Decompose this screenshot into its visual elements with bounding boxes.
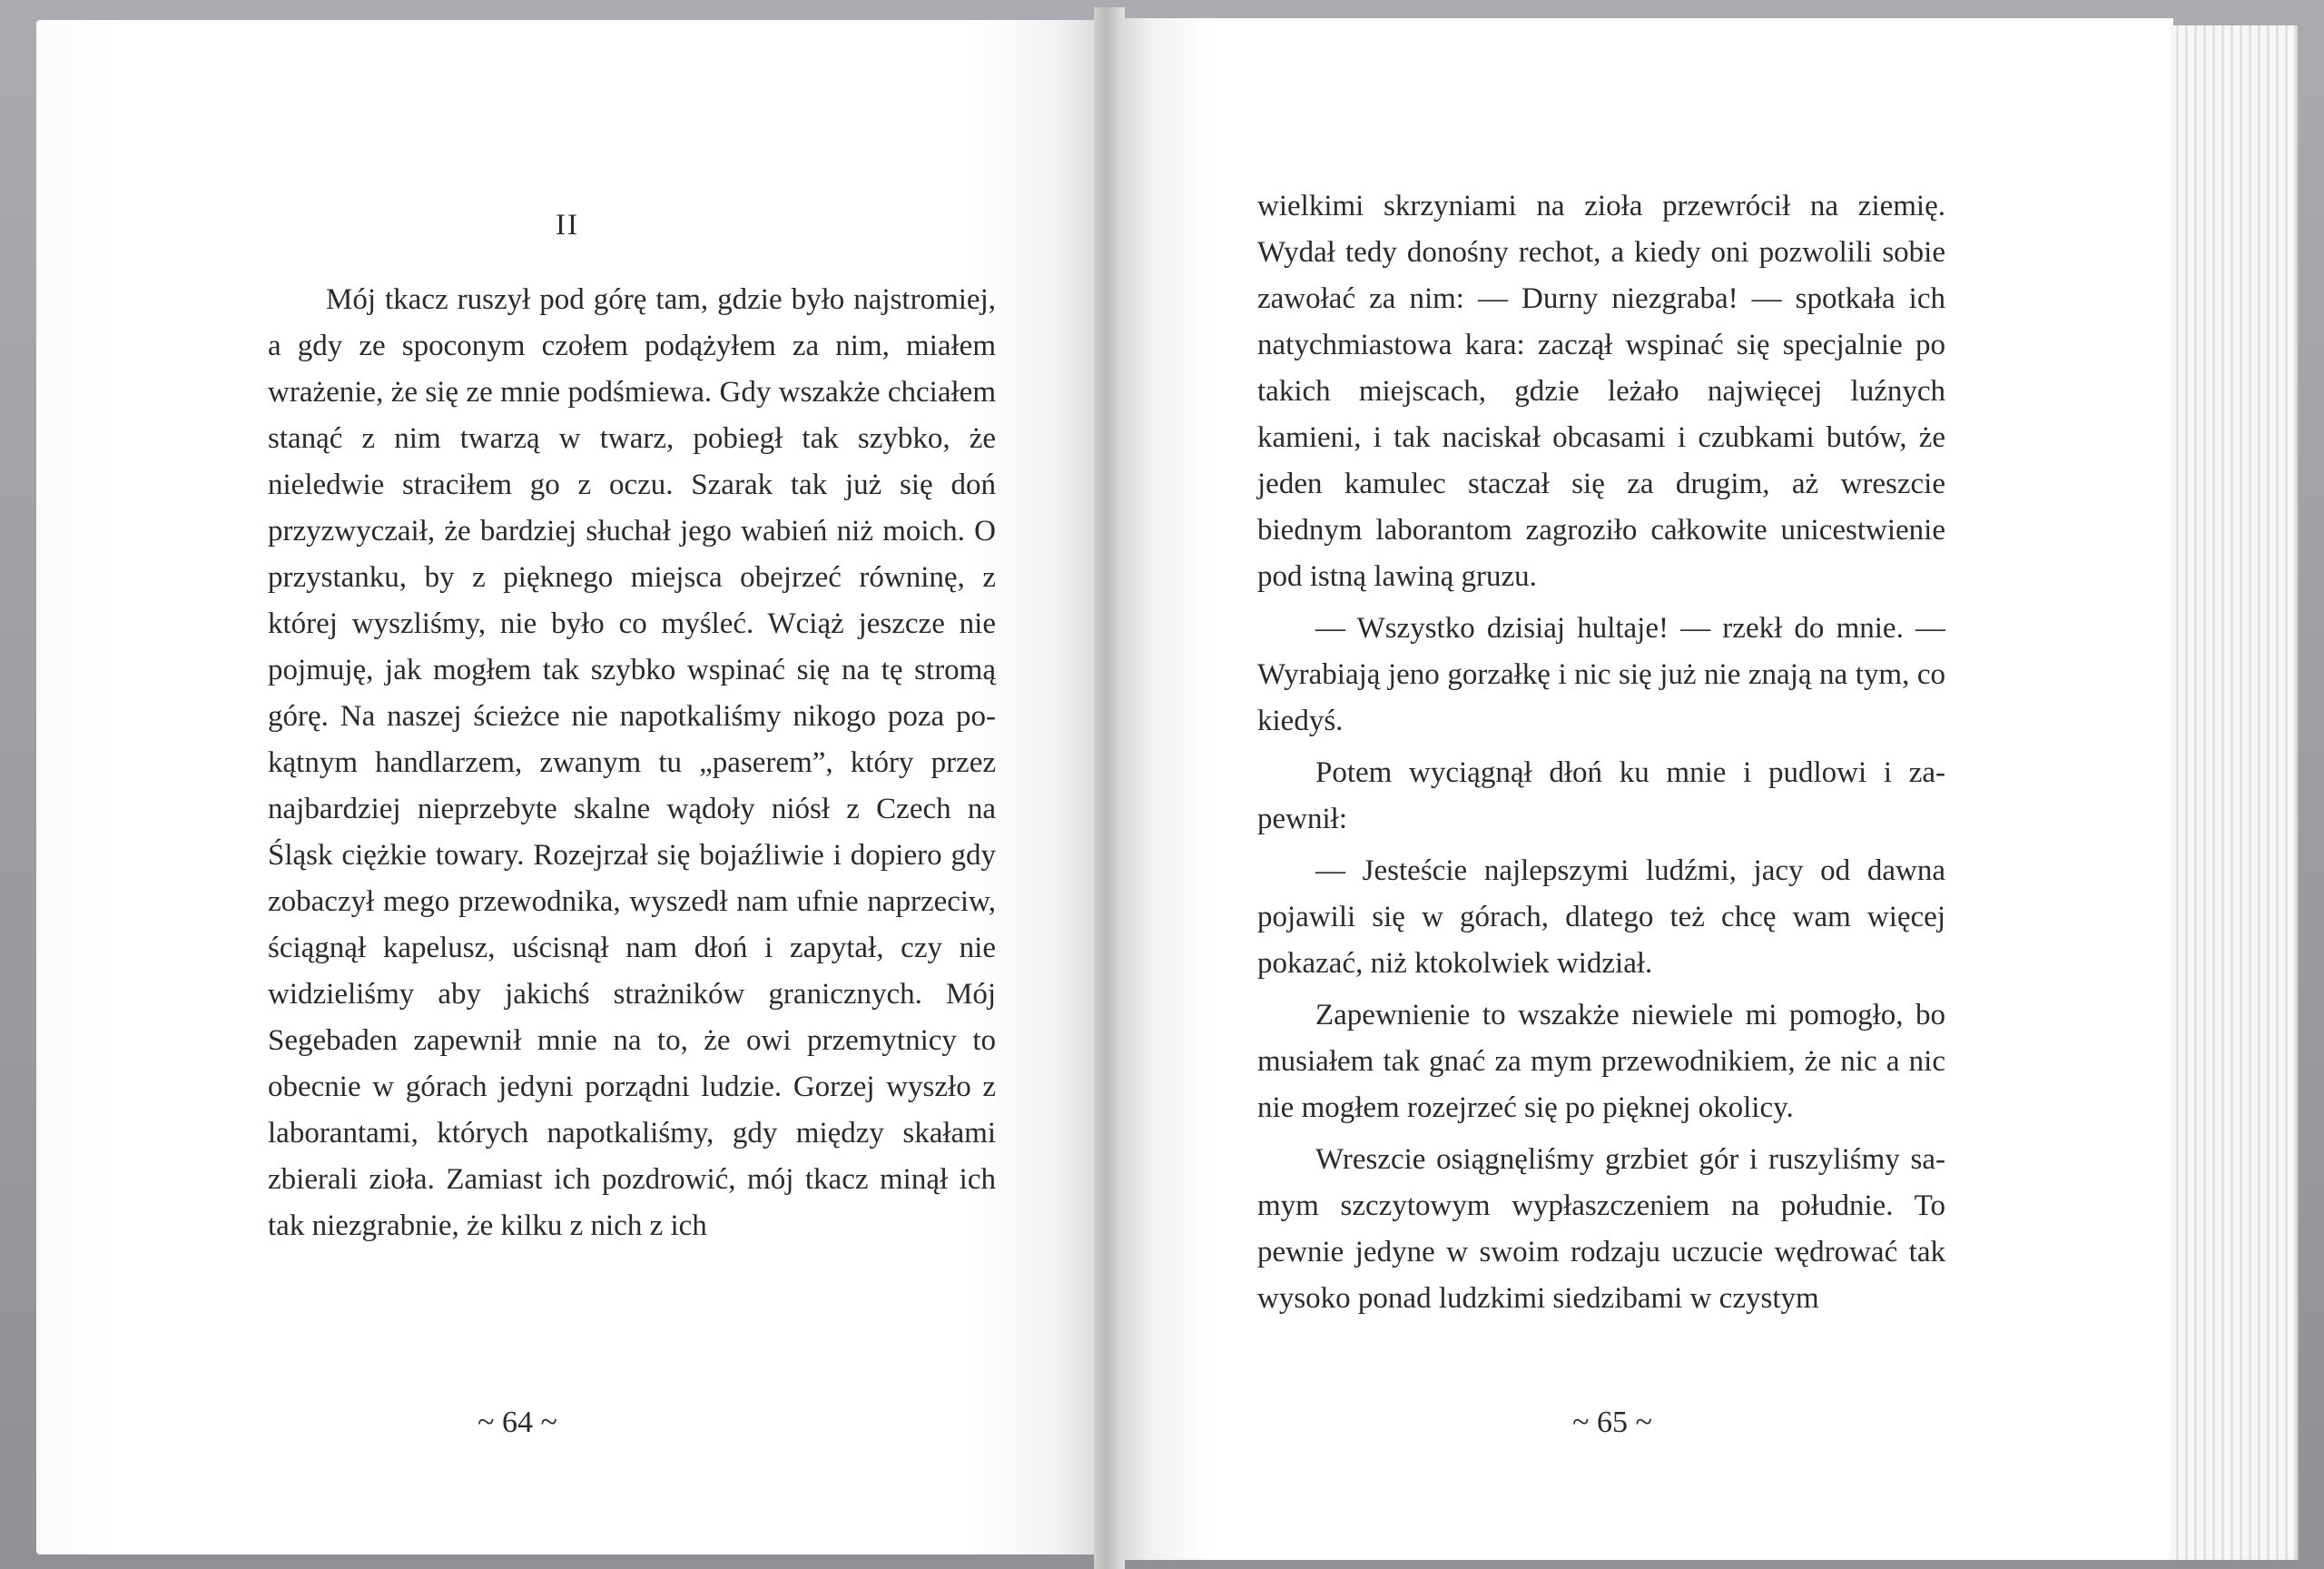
right-paragraph-6: Wreszcie osiągnęliśmy grzbiet gór i ruszyliśmy samym szczytowym wypłaszczeniem na południe. To pewnie jedyne w swoim rodzaju uczucie wędrować tak wysoko ponad ludzkimi siedzibami w czystym — [1257, 1143, 1945, 1315]
left-page-body — [268, 277, 996, 1249]
right-paragraph-5: Zapewnienie to wszakże niewiele mi pomogło, bo musiałem tak gnać za mym przewodnikiem, że nic a nic nie mogłem rozejrzeć się po pięknej okolicy. — [1257, 999, 1945, 1124]
right-paragraph-1: wielkimi skrzyniami na zioła przewrócił na ziemię. Wydał tedy donośny rechot, a kiedy oni pozwolili sobie zawołać za nim: — Durny niezgraba! — spotkała ich natychmiastowa kara: zaczął wspinać się specjalnie po takich miejscach, gdzie leżało najwięcej luźnych kamieni, i tak naciskał obcasami i czubkami butów, że jeden kamulec staczał się za drugim, aż wreszcie biednym laborantom zagroziło całkowite unicestwienie pod istną lawiną gruzu. — [1257, 190, 1945, 593]
right-paragraph-2: — Wszystko dzisiaj hultaje! — rzekł do mnie. — Wyrabiają jeno gorzałkę i nic się już nie znają na tym, co kiedyś. — [1257, 612, 1945, 737]
left-page-number: ~ 64 ~ — [478, 1406, 557, 1439]
right-paragraph-3: Potem wyciągnął dłoń ku mnie i pudlowi i zapewnił: — [1257, 756, 1945, 835]
left-paragraph-1: Mój tkacz ruszył pod górę tam, gdzie było najstromiej, a gdy ze spoconym czołem podążyłem za nim, miałem wrażenie, że się ze mnie podśmiewa. Gdy wszakże chciałem stanąć z nim twarzą w twarz, pobiegł tak szybko, że nieledwie straciłem go z oczu. Szarak tak już się doń przyzwyczaił, że bardziej słuchał jego wabień niż moich. O przystanku, by z pięknego miejsca obejrzeć równinę, z której wyszliśmy, nie było co myśleć. Wciąż jeszcze nie pojmuję, jak mogłem tak szybko wspinać się na tę stromą górę. Na naszej ścieżce nie napotkaliśmy nikogo poza pokątnym handlarzem, zwanym tu „paserem”, który przez najbardziej nieprzebyte skalne wądoły niósł z Czech na Śląsk ciężkie towary. Rozejrzał się bojaźliwie i dopiero gdy zobaczył mego przewodnika, wyszedł nam ufnie naprzeciw, ściągnął kapelusz, uścisnął nam dłoń i zapytał, czy nie widzieliśmy aby jakichś strażników granicznych. Mój Segebaden zapewnił mnie na to, że owi przemytnicy to obecnie w górach jedyni porządni ludzie. Gorzej wyszło z laborantami, których napotkaliśmy, gdy między skałami zbierali zioła. Zamiast ich pozdrowić, mój tkacz minął ich tak niezgrabnie, że kilku z nich z ich — [268, 283, 996, 1242]
right-page-number: ~ 65 ~ — [1572, 1406, 1652, 1439]
chapter-heading: II — [556, 209, 579, 242]
right-paragraph-4: — Jesteście najlepszymi ludźmi, jacy od dawna pojawili się w górach, dlatego też chcę wam więcej pokazać, niż ktokolwiek widział. — [1257, 854, 1945, 980]
page-edges — [2170, 25, 2299, 1560]
right-page-body — [1257, 183, 1945, 1322]
